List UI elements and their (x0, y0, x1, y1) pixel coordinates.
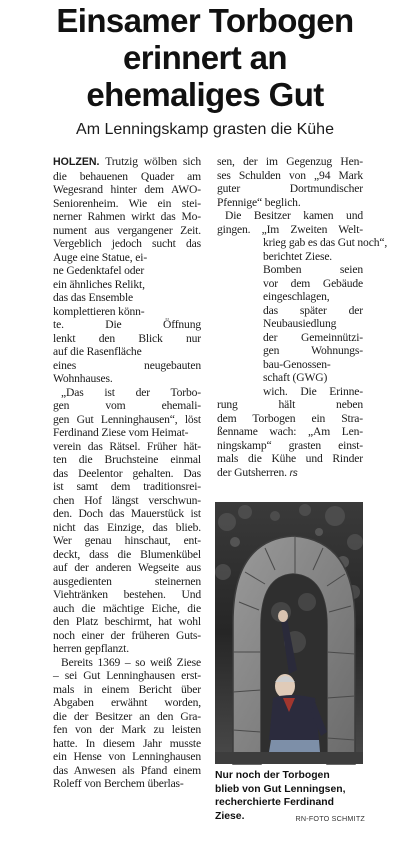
article-line: vor dem Gebäude (263, 276, 363, 290)
article-line: nument aus vergangener Zeit. (53, 223, 201, 237)
article-line: gen vom ehemali- (53, 399, 201, 412)
article-line: berichtet Ziese. (263, 249, 333, 263)
article-line: bau-Genossen- (263, 357, 331, 371)
article-line: hatte. In diesem Jahr musste (53, 736, 201, 750)
article-line: lenkt den Blick nur (53, 331, 201, 345)
article-line: Ferdinand Ziese vom Heimat- (53, 426, 189, 439)
article-line: ses Schulden von „94 Mark (217, 168, 363, 182)
article-line: der Gutsherren. rs (217, 465, 298, 479)
photo (215, 502, 363, 764)
article-line: das Anwesen als Pfand einem (53, 763, 201, 777)
article-line: Vergeblich jedoch sucht das (53, 237, 201, 250)
article-line: Abgaben erwähnt worden, (53, 696, 201, 709)
article-line: Die Besitzer kamen und (225, 209, 363, 222)
photo-caption (215, 769, 365, 825)
archway-photo-image (215, 502, 363, 764)
article-line: eines neugebauten (53, 358, 201, 372)
author-signature: rs (289, 467, 298, 479)
article-line: dem Torbogen ein Stra- (217, 411, 363, 425)
article-line: mals in einem Bericht über (53, 682, 201, 696)
article-line: ein Hense von Lenninghausen (53, 750, 201, 763)
article-line: Auge eine Statue, ei- (53, 250, 148, 264)
headline (0, 2, 410, 113)
photo-credit: RN-FOTO SCHMITZ (295, 813, 365, 823)
article-line: Bereits 1369 – so weiß Ziese (61, 655, 201, 669)
article-line: der Gemeinnützi- (263, 330, 363, 344)
article-line: Viehtränken bestehen. Und (53, 588, 201, 601)
article-line: ne Gedenktafel oder (53, 264, 145, 277)
article-line: rung hält neben (217, 398, 363, 411)
article-line: noch einer der früheren Guts- (53, 628, 201, 642)
article-column-2-top (217, 155, 363, 236)
article-line: HOLZEN. Trutzig wölben sich (53, 155, 201, 168)
caption-line: recherchierte Ferdinand (215, 797, 334, 809)
article-line: wich. Die Erinne- (263, 384, 363, 398)
article-line: auf der anderen Wegseite aus (53, 561, 201, 574)
headline-line: ehemaliges Gut (86, 76, 324, 113)
article-line: – sei Gut Lenninghausen erst- (53, 669, 201, 682)
article-line: krieg gab es das Gut noch“, (263, 236, 388, 249)
article-column-2-indented (263, 236, 388, 398)
article-line: fen von der Mark zu leisten (53, 723, 201, 736)
article-line: guter Dortmundischer (217, 182, 363, 195)
article-line: komplettieren könn- (53, 304, 145, 318)
article-line: Pfennige“ beglich. (217, 195, 301, 209)
article-column-2-bottom (217, 398, 363, 480)
article-line: eingeschlagen, (263, 290, 330, 303)
caption-line: blieb von Gut Lenningsen, (215, 783, 346, 795)
article-line: ten die Bruchsteine einmal (53, 453, 201, 466)
article-line: gen Gut Lenninghausen“, löst (53, 412, 201, 426)
article-line: schaft (GWG) (263, 371, 328, 384)
caption-line (215, 810, 365, 824)
article-line: „Das ist der Torbo- (61, 385, 201, 399)
article-line: auch die mächtige Eiche, die (53, 601, 201, 615)
article-line: nerner Rahmen wirkt das Mo- (53, 210, 201, 223)
article-line: ist samt dem traditionsrei- (53, 480, 201, 493)
article-line: Roleff von Berchem überlas- (53, 777, 184, 790)
caption-line: Nur noch der Torbogen (215, 770, 330, 781)
headline-line: Einsamer Torbogen (56, 2, 354, 39)
article-line: chen Hof längst verschwun- (53, 493, 201, 507)
article-line: die behauenen Quader am (53, 169, 201, 183)
caption-last: Ziese. (215, 810, 245, 822)
article-line: mals die Kühe und Rinder (217, 452, 363, 465)
article-line: ningskamp“ grasten einst- (217, 438, 363, 452)
article-line: die der Besitzer an den Gra- (53, 709, 201, 723)
article-line: deckt, dass die Blumenkübel (53, 547, 201, 561)
article-line: sen, der im Gegenzug Hen- (217, 155, 363, 168)
article-line: das Deelentor gehalten. Das (53, 466, 201, 480)
dateline: HOLZEN. (53, 156, 100, 168)
article-line: herren gepflanzt. (53, 642, 129, 655)
article-line: verein das Rätsel. Früher hät- (53, 439, 201, 453)
article-line: das später der (263, 303, 363, 317)
article-line: gingen. „Im Zweiten Welt- (217, 222, 363, 236)
article-line: ein ähnliches Relikt, (53, 277, 145, 291)
article-line: nicht das Einzige, das blieb. (53, 520, 201, 534)
headline-line: erinnert an (123, 39, 287, 76)
article-line: ßenname wach: „Am Len- (217, 425, 363, 438)
article-line: auf die Rasenfläche (53, 345, 142, 358)
article-line: Neubausiedlung (263, 317, 337, 330)
article-column-1 (53, 155, 201, 791)
article-line: das das Ensemble (53, 291, 134, 304)
article-line: Bomben seien (263, 263, 363, 276)
article-line: Wer genau hinschaut, ent- (53, 534, 201, 547)
article-line: Wegesrand hinter dem AWO- (53, 183, 201, 196)
article-line: te. Die Öffnung (53, 318, 201, 331)
article-line: Seniorenheim. Wie ein stei- (53, 196, 201, 210)
article-line: Wohnhauses. (53, 372, 113, 385)
article-line: den Platz beschirmt, hat wohl (53, 615, 201, 628)
article-line: den. Doch das Mauerstück ist (53, 507, 201, 520)
subheadline: Am Lenningskamp grasten die Kühe (76, 121, 334, 138)
article-line: ausgedienten steinernen (53, 574, 201, 588)
article-line: gen Wohnungs- (263, 344, 363, 357)
